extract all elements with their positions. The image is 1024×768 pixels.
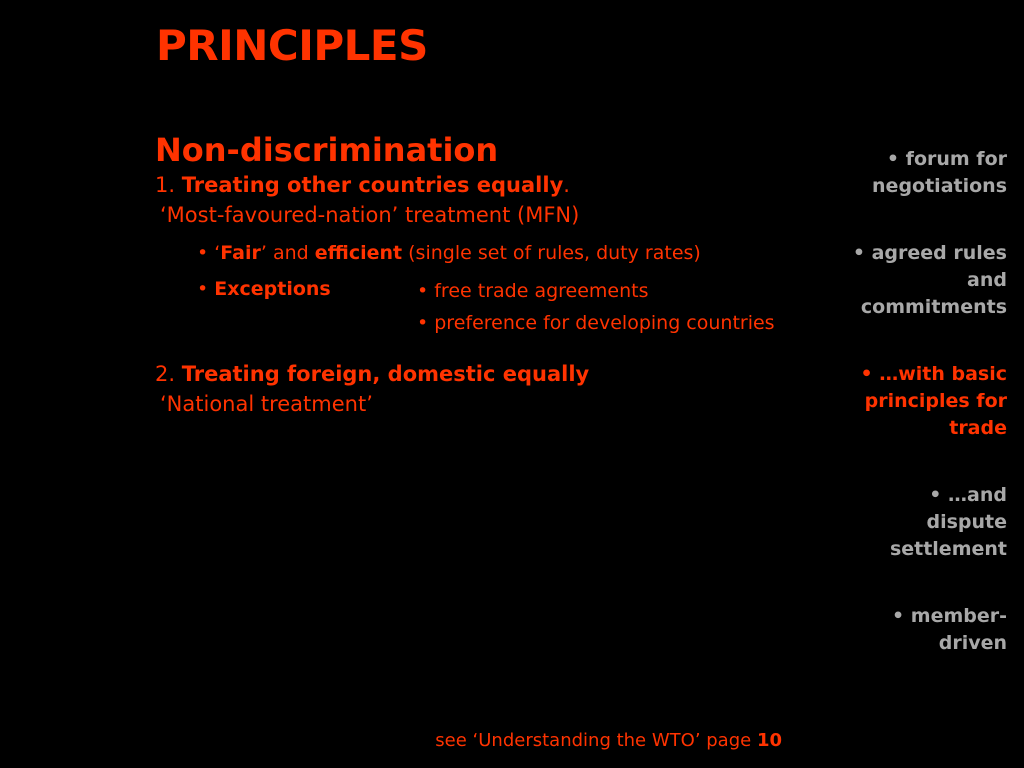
sidebar-line: commitments (860, 296, 1007, 318)
mfn-bullets (197, 239, 815, 337)
point-1-subtitle: ‘Most-favoured-nation’ treatment (MFN) (160, 203, 580, 227)
point-2-line (155, 359, 815, 389)
exceptions-prefix: • (197, 278, 215, 300)
sidebar-item-principles[interactable] (807, 361, 1007, 442)
footer-reference (435, 728, 782, 754)
point-1-bold: Treating other countries equally (181, 173, 564, 197)
fair-word: Fair (220, 242, 261, 264)
topic-sidebar (807, 146, 1007, 697)
section-heading: Non-discrimination (155, 131, 499, 169)
bullet-exceptions (197, 275, 331, 303)
sidebar-line: • …with basic (860, 363, 1007, 385)
exceptions-word: Exceptions (214, 278, 331, 300)
sidebar-item-rules[interactable] (807, 240, 1007, 321)
efficient-word: efficient (314, 242, 403, 264)
point-2-bold: Treating foreign, domestic equally (181, 362, 590, 386)
sidebar-line: • agreed rules (852, 242, 1007, 264)
point-2-subtitle: ‘National treatment’ (160, 392, 373, 416)
exception-item: • preference for developing countries (417, 312, 775, 334)
footer-text: see ‘Understanding the WTO’ page (435, 730, 757, 751)
sidebar-line: principles for (864, 390, 1007, 412)
exception-item: • free trade agreements (417, 280, 649, 302)
fair-mid: ’ and (260, 242, 315, 264)
exception-items (417, 275, 775, 339)
main-content (155, 130, 815, 419)
sidebar-item-dispute[interactable] (807, 482, 1007, 563)
sidebar-item-member[interactable] (807, 603, 1007, 657)
sidebar-line: • forum for (886, 148, 1007, 170)
sidebar-line: • member- (892, 605, 1007, 627)
sidebar-line: dispute (926, 511, 1007, 533)
fair-prefix: • ‘ (197, 242, 221, 264)
bullet-fair-efficient (197, 239, 701, 267)
sidebar-line: settlement (889, 538, 1007, 560)
footer-page: 10 (756, 730, 782, 751)
point-2-number: 2. (155, 362, 182, 386)
sidebar-line: • …and (929, 484, 1007, 506)
sidebar-line: trade (949, 417, 1007, 439)
point-1-number: 1. (155, 173, 182, 197)
point-1-end: . (563, 173, 570, 197)
sidebar-line: and (967, 269, 1007, 291)
sidebar-line: negotiations (872, 175, 1007, 197)
point-1-line (155, 170, 815, 200)
fair-rest: (single set of rules, duty rates) (402, 242, 701, 264)
sidebar-item-forum[interactable] (807, 146, 1007, 200)
slide-title: PRINCIPLES (156, 21, 428, 70)
sidebar-line: driven (938, 632, 1007, 654)
